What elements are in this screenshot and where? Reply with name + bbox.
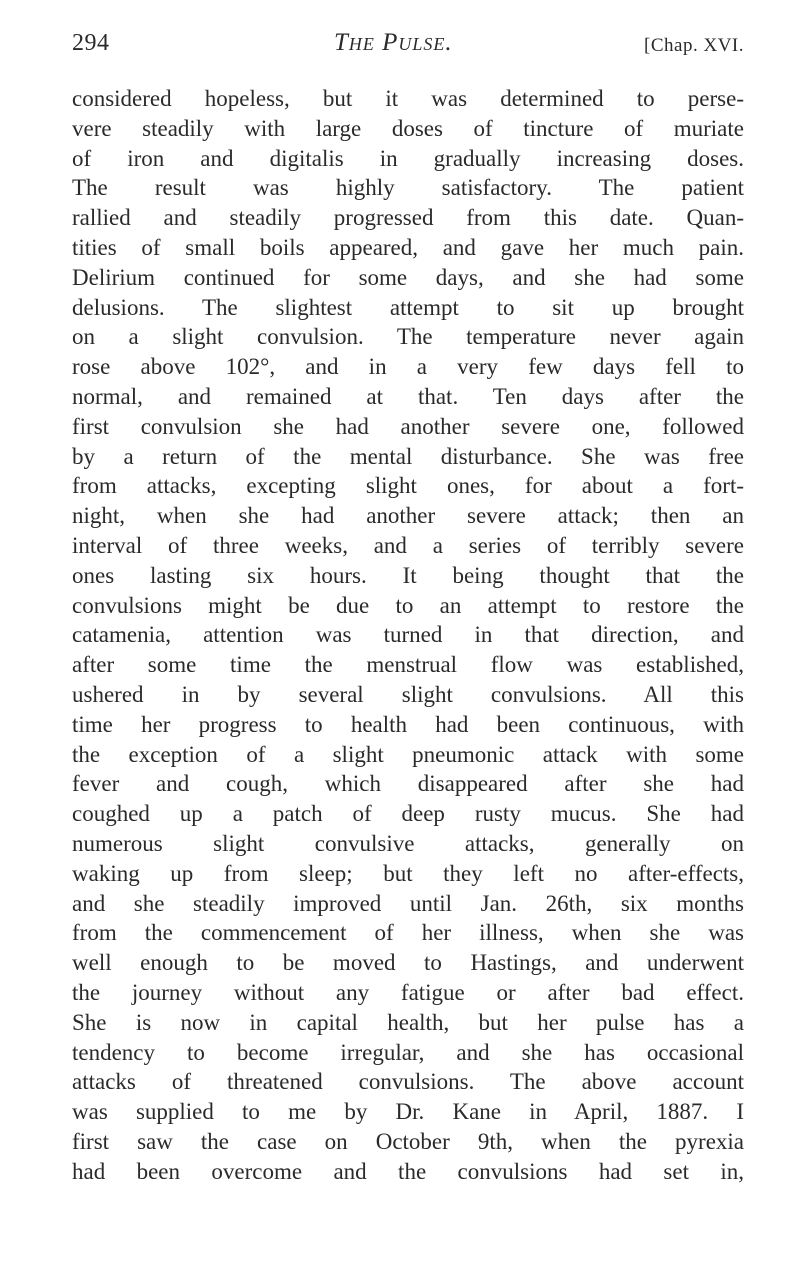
text-line: convulsions might be due to an attempt to restore the xyxy=(72,592,744,618)
body-text xyxy=(72,84,744,1186)
text-line: and she steadily improved until Jan. 26th, six months xyxy=(72,890,744,916)
text-line: first saw the case on October 9th, when the pyrexia xyxy=(72,1128,744,1154)
text-line: Delirium continued for some days, and she had some xyxy=(72,264,744,290)
text-line: ones lasting six hours. It being thought that the xyxy=(72,562,744,588)
text-line: ushered in by several slight convulsions. All this xyxy=(72,681,744,707)
text-line: coughed up a patch of deep rusty mucus. She had xyxy=(72,801,744,827)
text-line: numerous slight convulsive attacks, generally on xyxy=(72,830,744,856)
text-line: the exception of a slight pneumonic attack with some xyxy=(72,741,744,767)
running-title: The Pulse. xyxy=(334,29,453,56)
text-line: tities of small boils appeared, and gave her much pain. xyxy=(72,234,744,260)
text-line: the journey without any fatigue or after bad effect. xyxy=(72,979,744,1005)
text-line: of iron and digitalis in gradually increasing doses. xyxy=(72,145,744,171)
text-line: night, when she had another severe attack; then an xyxy=(72,503,744,529)
text-line: fever and cough, which disappeared after she had xyxy=(72,771,744,797)
text-line: first convulsion she had another severe one, followed xyxy=(72,413,744,439)
text-line: by a return of the mental disturbance. She was free xyxy=(72,443,744,469)
text-line: tendency to become irregular, and she has occasional xyxy=(72,1039,744,1065)
text-line: She is now in capital health, but her pulse has a xyxy=(72,1009,744,1035)
text-line: from the commencement of her illness, when she was xyxy=(72,920,744,946)
text-line: after some time the menstrual flow was established, xyxy=(72,652,744,678)
text-line: rallied and steadily progressed from this date. Quan- xyxy=(72,205,744,231)
text-line: rose above 102°, and in a very few days fell to xyxy=(72,354,744,380)
chapter-reference: [Chap. XVI. xyxy=(644,35,744,56)
text-line: from attacks, excepting slight ones, for about a fort- xyxy=(72,473,744,499)
text-line: vere steadily with large doses of tincture of muriate xyxy=(72,115,744,141)
text-line: on a slight convulsion. The temperature never again xyxy=(72,324,744,350)
text-line: waking up from sleep; but they left no after-effects, xyxy=(72,860,744,886)
page-number: 294 xyxy=(72,30,110,56)
text-line: considered hopeless, but it was determined to perse- xyxy=(72,86,744,111)
text-line: well enough to be moved to Hastings, and underwent xyxy=(72,950,744,976)
text-line: normal, and remained at that. Ten days after the xyxy=(72,383,744,409)
text-line: was supplied to me by Dr. Kane in April, 1887. I xyxy=(72,1099,744,1125)
text-line: interval of three weeks, and a series of terribly severe xyxy=(72,532,744,558)
text-line: delusions. The slightest attempt to sit up brought xyxy=(72,294,744,320)
text-line: The result was highly satisfactory. The patient xyxy=(72,175,744,201)
text-line: time her progress to health had been continuous, with xyxy=(72,711,744,737)
text-line: catamenia, attention was turned in that direction, and xyxy=(72,622,744,648)
running-head xyxy=(72,30,744,60)
text-line: attacks of threatened convulsions. The above account xyxy=(72,1069,744,1095)
text-line: had been overcome and the convulsions had set in, xyxy=(72,1158,744,1184)
